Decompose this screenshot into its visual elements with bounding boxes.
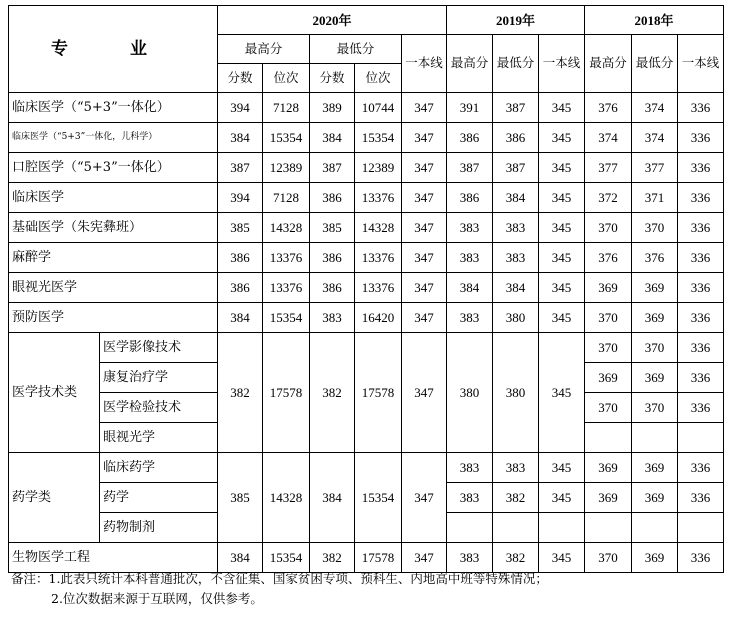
cell: 15354 bbox=[263, 303, 310, 333]
cell: 386 bbox=[218, 273, 263, 303]
cell: 336 bbox=[678, 243, 724, 273]
cell: 384 bbox=[493, 273, 539, 303]
cell: 383 bbox=[447, 243, 493, 273]
cell: 347 bbox=[402, 183, 447, 213]
cell: 345 bbox=[539, 483, 585, 513]
cell: 336 bbox=[678, 483, 724, 513]
cell: 383 bbox=[447, 303, 493, 333]
major-name: 基础医学（朱宪彝班） bbox=[9, 213, 218, 243]
cell: 372 bbox=[585, 183, 632, 213]
cell: 347 bbox=[402, 333, 447, 453]
cell: 347 bbox=[402, 153, 447, 183]
cell: 12389 bbox=[263, 153, 310, 183]
table-row bbox=[9, 333, 724, 363]
sub-major-name: 医学检验技术 bbox=[100, 393, 218, 423]
cell: 347 bbox=[402, 243, 447, 273]
cell: 383 bbox=[310, 303, 355, 333]
max-score-header-2019: 最高分 bbox=[447, 35, 493, 93]
cell: 377 bbox=[585, 153, 632, 183]
cell: 386 bbox=[447, 183, 493, 213]
cell: 347 bbox=[402, 453, 447, 543]
cell: 369 bbox=[632, 453, 678, 483]
empty-cell bbox=[447, 513, 493, 543]
cell: 370 bbox=[632, 393, 678, 423]
empty-cell bbox=[678, 423, 724, 453]
cell: 369 bbox=[632, 363, 678, 393]
year-2020-header: 2020年 bbox=[218, 6, 447, 35]
cell: 369 bbox=[632, 483, 678, 513]
cell: 383 bbox=[493, 213, 539, 243]
table-row bbox=[9, 243, 724, 273]
table-row bbox=[9, 453, 724, 483]
sub-major-name: 医学影像技术 bbox=[100, 333, 218, 363]
major-name: 预防医学 bbox=[9, 303, 218, 333]
table-row bbox=[9, 123, 724, 153]
sub-major-name: 康复治疗学 bbox=[100, 363, 218, 393]
cell: 387 bbox=[310, 153, 355, 183]
min-score-header-2019: 最低分 bbox=[493, 35, 539, 93]
sub-major-name: 眼视光学 bbox=[100, 423, 218, 453]
cell: 386 bbox=[218, 243, 263, 273]
cell: 17578 bbox=[355, 333, 402, 453]
cell: 15354 bbox=[263, 543, 310, 573]
cell: 369 bbox=[632, 273, 678, 303]
cell: 380 bbox=[493, 303, 539, 333]
cell: 384 bbox=[310, 453, 355, 543]
cell: 386 bbox=[310, 273, 355, 303]
min-score-header-2020: 最低分 bbox=[310, 35, 402, 64]
major-name: 口腔医学（“5+3”一体化） bbox=[9, 153, 218, 183]
cell: 15354 bbox=[263, 123, 310, 153]
cell: 345 bbox=[539, 243, 585, 273]
cell: 387 bbox=[493, 153, 539, 183]
cell: 385 bbox=[218, 213, 263, 243]
cell: 380 bbox=[447, 333, 493, 453]
max-score-col-header: 分数 bbox=[218, 64, 263, 93]
cell: 15354 bbox=[355, 123, 402, 153]
cell: 382 bbox=[310, 543, 355, 573]
cell: 369 bbox=[632, 303, 678, 333]
cell: 385 bbox=[310, 213, 355, 243]
empty-cell bbox=[678, 513, 724, 543]
year-2018-header: 2018年 bbox=[585, 6, 724, 35]
cell: 382 bbox=[218, 333, 263, 453]
cell: 347 bbox=[402, 543, 447, 573]
line-header-2018: 一本线 bbox=[678, 35, 724, 93]
cell: 345 bbox=[539, 273, 585, 303]
cell: 376 bbox=[632, 243, 678, 273]
cell: 336 bbox=[678, 363, 724, 393]
cell: 374 bbox=[632, 123, 678, 153]
cell: 370 bbox=[632, 213, 678, 243]
cell: 7128 bbox=[263, 183, 310, 213]
cell: 345 bbox=[539, 303, 585, 333]
cell: 345 bbox=[539, 153, 585, 183]
cell: 345 bbox=[539, 453, 585, 483]
cell: 336 bbox=[678, 393, 724, 423]
cell: 16420 bbox=[355, 303, 402, 333]
cell: 347 bbox=[402, 123, 447, 153]
cell: 347 bbox=[402, 213, 447, 243]
cell: 386 bbox=[447, 123, 493, 153]
empty-cell bbox=[539, 513, 585, 543]
cell: 382 bbox=[493, 543, 539, 573]
empty-cell bbox=[585, 423, 632, 453]
cell: 13376 bbox=[355, 183, 402, 213]
cell: 386 bbox=[493, 123, 539, 153]
cell: 370 bbox=[585, 213, 632, 243]
cell: 370 bbox=[585, 303, 632, 333]
cell: 384 bbox=[218, 303, 263, 333]
max-score-header-2020: 最高分 bbox=[218, 35, 310, 64]
cell: 17578 bbox=[263, 333, 310, 453]
cell: 376 bbox=[585, 243, 632, 273]
cell: 370 bbox=[585, 333, 632, 363]
sub-major-name: 临床药学 bbox=[100, 453, 218, 483]
max-score-header-2018: 最高分 bbox=[585, 35, 632, 93]
major-name: 临床医学（“5+3”一体化） bbox=[9, 93, 218, 123]
cell: 347 bbox=[402, 93, 447, 123]
major-name: 麻醉学 bbox=[9, 243, 218, 273]
sub-major-name: 药学 bbox=[100, 483, 218, 513]
cell: 384 bbox=[447, 273, 493, 303]
cell: 15354 bbox=[355, 453, 402, 543]
cell: 385 bbox=[218, 453, 263, 543]
cell: 369 bbox=[585, 363, 632, 393]
group-name: 药学类 bbox=[9, 453, 100, 543]
footnote-2: 2.位次数据来源于互联网，仅供参考。 bbox=[51, 591, 263, 606]
cell: 387 bbox=[447, 153, 493, 183]
cell: 336 bbox=[678, 213, 724, 243]
cell: 383 bbox=[447, 213, 493, 243]
table-row bbox=[9, 273, 724, 303]
cell: 345 bbox=[539, 213, 585, 243]
cell: 394 bbox=[218, 93, 263, 123]
cell: 347 bbox=[402, 303, 447, 333]
cell: 13376 bbox=[263, 273, 310, 303]
cell: 383 bbox=[447, 483, 493, 513]
cell: 383 bbox=[447, 453, 493, 483]
cell: 13376 bbox=[263, 243, 310, 273]
major-name: 临床医学 bbox=[9, 183, 218, 213]
cell: 336 bbox=[678, 303, 724, 333]
empty-cell bbox=[493, 513, 539, 543]
cell: 382 bbox=[493, 483, 539, 513]
cell: 369 bbox=[585, 273, 632, 303]
min-score-header-2018: 最低分 bbox=[632, 35, 678, 93]
empty-cell bbox=[585, 513, 632, 543]
table-row bbox=[9, 153, 724, 183]
cell: 376 bbox=[585, 93, 632, 123]
cell: 336 bbox=[678, 123, 724, 153]
cell: 345 bbox=[539, 123, 585, 153]
cell: 347 bbox=[402, 273, 447, 303]
major-name: 生物医学工程 bbox=[9, 543, 218, 573]
group-name: 医学技术类 bbox=[9, 333, 100, 453]
cell: 12389 bbox=[355, 153, 402, 183]
empty-cell bbox=[632, 513, 678, 543]
cell: 336 bbox=[678, 153, 724, 183]
cell: 386 bbox=[310, 243, 355, 273]
cell: 389 bbox=[310, 93, 355, 123]
cell: 14328 bbox=[263, 213, 310, 243]
table-row bbox=[9, 93, 724, 123]
cell: 345 bbox=[539, 543, 585, 573]
sub-major-name: 药物制剂 bbox=[100, 513, 218, 543]
cell: 13376 bbox=[355, 243, 402, 273]
cell: 336 bbox=[678, 93, 724, 123]
cell: 336 bbox=[678, 273, 724, 303]
cell: 370 bbox=[585, 393, 632, 423]
cell: 387 bbox=[493, 93, 539, 123]
cell: 384 bbox=[310, 123, 355, 153]
cell: 374 bbox=[632, 93, 678, 123]
cell: 336 bbox=[678, 183, 724, 213]
cell: 370 bbox=[632, 333, 678, 363]
cell: 384 bbox=[218, 123, 263, 153]
cell: 383 bbox=[493, 453, 539, 483]
cell: 17578 bbox=[355, 543, 402, 573]
cell: 387 bbox=[218, 153, 263, 183]
empty-cell bbox=[632, 423, 678, 453]
table-row bbox=[9, 213, 724, 243]
admission-score-table bbox=[8, 5, 724, 573]
major-header: 专 业 bbox=[9, 6, 218, 93]
cell: 7128 bbox=[263, 93, 310, 123]
cell: 384 bbox=[218, 543, 263, 573]
footnote-1: 备注：1.此表只统计本科普通批次，不含征集、国家贫困专项、预科生、内地高中班等特殊情况； bbox=[11, 571, 548, 586]
cell: 383 bbox=[447, 543, 493, 573]
footnotes bbox=[11, 569, 548, 609]
table-row bbox=[9, 183, 724, 213]
min-rank-col-header: 位次 bbox=[355, 64, 402, 93]
cell: 377 bbox=[632, 153, 678, 183]
major-name: 眼视光医学 bbox=[9, 273, 218, 303]
cell: 345 bbox=[539, 333, 585, 453]
max-rank-col-header: 位次 bbox=[263, 64, 310, 93]
cell: 371 bbox=[632, 183, 678, 213]
cell: 10744 bbox=[355, 93, 402, 123]
year-2019-header: 2019年 bbox=[447, 6, 585, 35]
cell: 383 bbox=[493, 243, 539, 273]
cell: 391 bbox=[447, 93, 493, 123]
cell: 336 bbox=[678, 333, 724, 363]
cell: 336 bbox=[678, 453, 724, 483]
min-score-col-header: 分数 bbox=[310, 64, 355, 93]
table-row bbox=[9, 303, 724, 333]
cell: 370 bbox=[585, 543, 632, 573]
cell: 14328 bbox=[355, 213, 402, 243]
cell: 369 bbox=[632, 543, 678, 573]
major-name: 临床医学（“5+3”一体化，儿科学） bbox=[9, 123, 218, 153]
line-header-2019: 一本线 bbox=[539, 35, 585, 93]
cell: 394 bbox=[218, 183, 263, 213]
cell: 384 bbox=[493, 183, 539, 213]
cell: 13376 bbox=[355, 273, 402, 303]
cell: 369 bbox=[585, 483, 632, 513]
cell: 382 bbox=[310, 333, 355, 453]
cell: 345 bbox=[539, 183, 585, 213]
cell: 374 bbox=[585, 123, 632, 153]
cell: 386 bbox=[310, 183, 355, 213]
cell: 345 bbox=[539, 93, 585, 123]
cell: 380 bbox=[493, 333, 539, 453]
cell: 369 bbox=[585, 453, 632, 483]
table-row bbox=[9, 543, 724, 573]
line-header-2020: 一本线 bbox=[402, 35, 447, 93]
cell: 14328 bbox=[263, 453, 310, 543]
cell: 336 bbox=[678, 543, 724, 573]
